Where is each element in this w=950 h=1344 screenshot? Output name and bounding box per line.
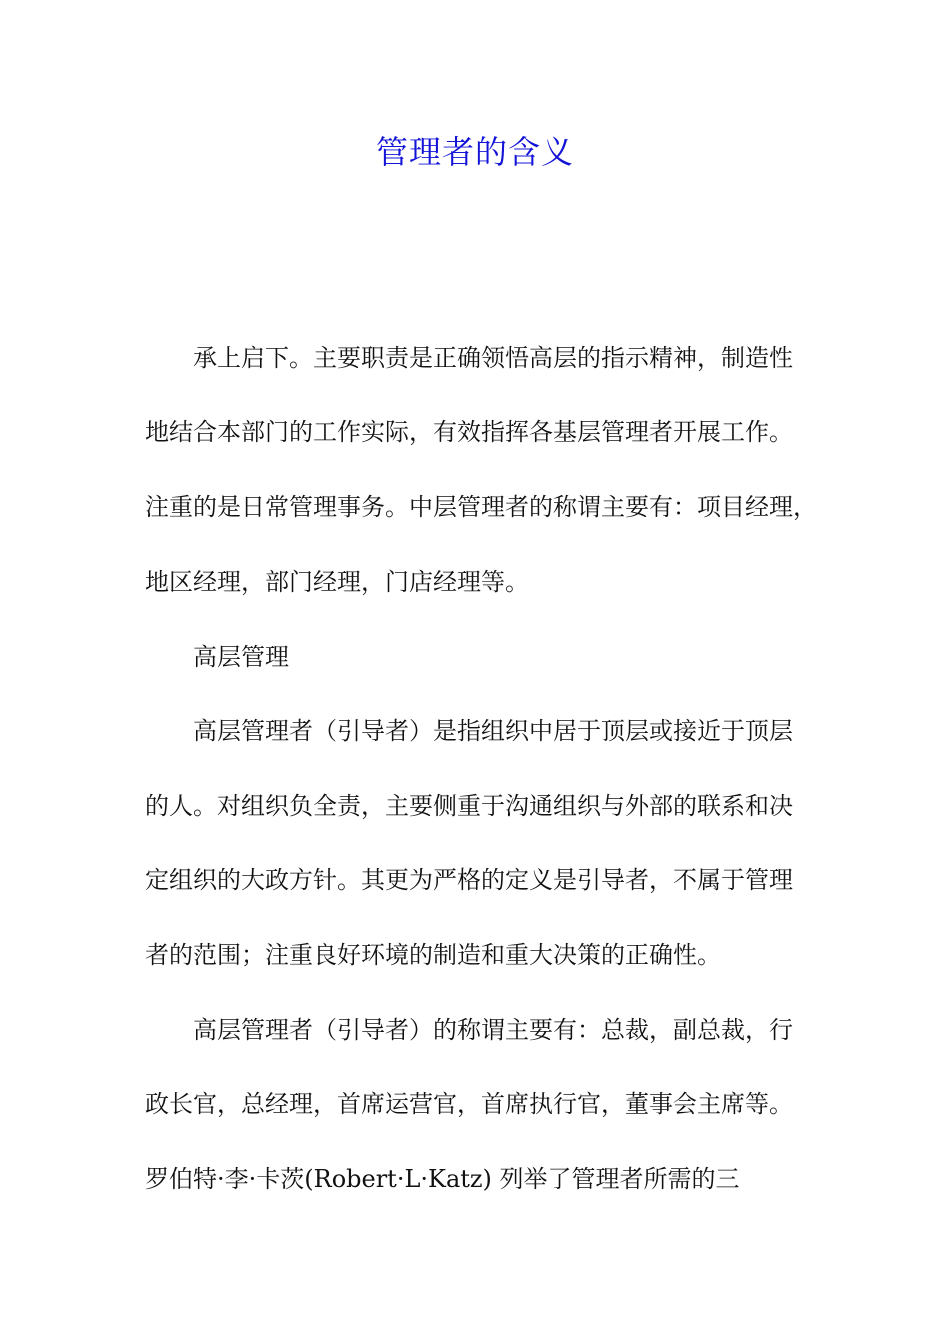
paragraph-line: 高层管理者（引导者）的称谓主要有：总裁，副总裁，行: [193, 1016, 793, 1044]
paragraph-line: 注重的是日常管理事务。中层管理者的称谓主要有：项目经理，: [145, 493, 817, 521]
paragraph-line: 地区经理，部门经理，门店经理等。: [145, 568, 529, 596]
paragraph-line: 者的范围；注重良好环境的制造和重大决策的正确性。: [145, 941, 721, 969]
paragraph-line: 地结合本部门的工作实际，有效指挥各基层管理者开展工作。: [145, 418, 793, 446]
paragraph-line: 罗伯特·李·卡茨(Robert·L·Katz) 列举了管理者所需的三: [145, 1165, 740, 1193]
paragraph-line: 的人。对组织负全责，主要侧重于沟通组织与外部的联系和决: [145, 792, 793, 820]
paragraph-line: 承上启下。主要职责是正确领悟高层的指示精神，制造性: [193, 344, 793, 372]
paragraph-line: 定组织的大政方针。其更为严格的定义是引导者，不属于管理: [145, 866, 793, 894]
paragraph-line: 高层管理者（引导者）是指组织中居于顶层或接近于顶层: [193, 717, 793, 745]
paragraph-line: 政长官，总经理，首席运营官，首席执行官，董事会主席等。: [145, 1090, 793, 1118]
section-heading: 高层管理: [193, 643, 289, 671]
page-title: 管理者的含义: [375, 133, 574, 171]
